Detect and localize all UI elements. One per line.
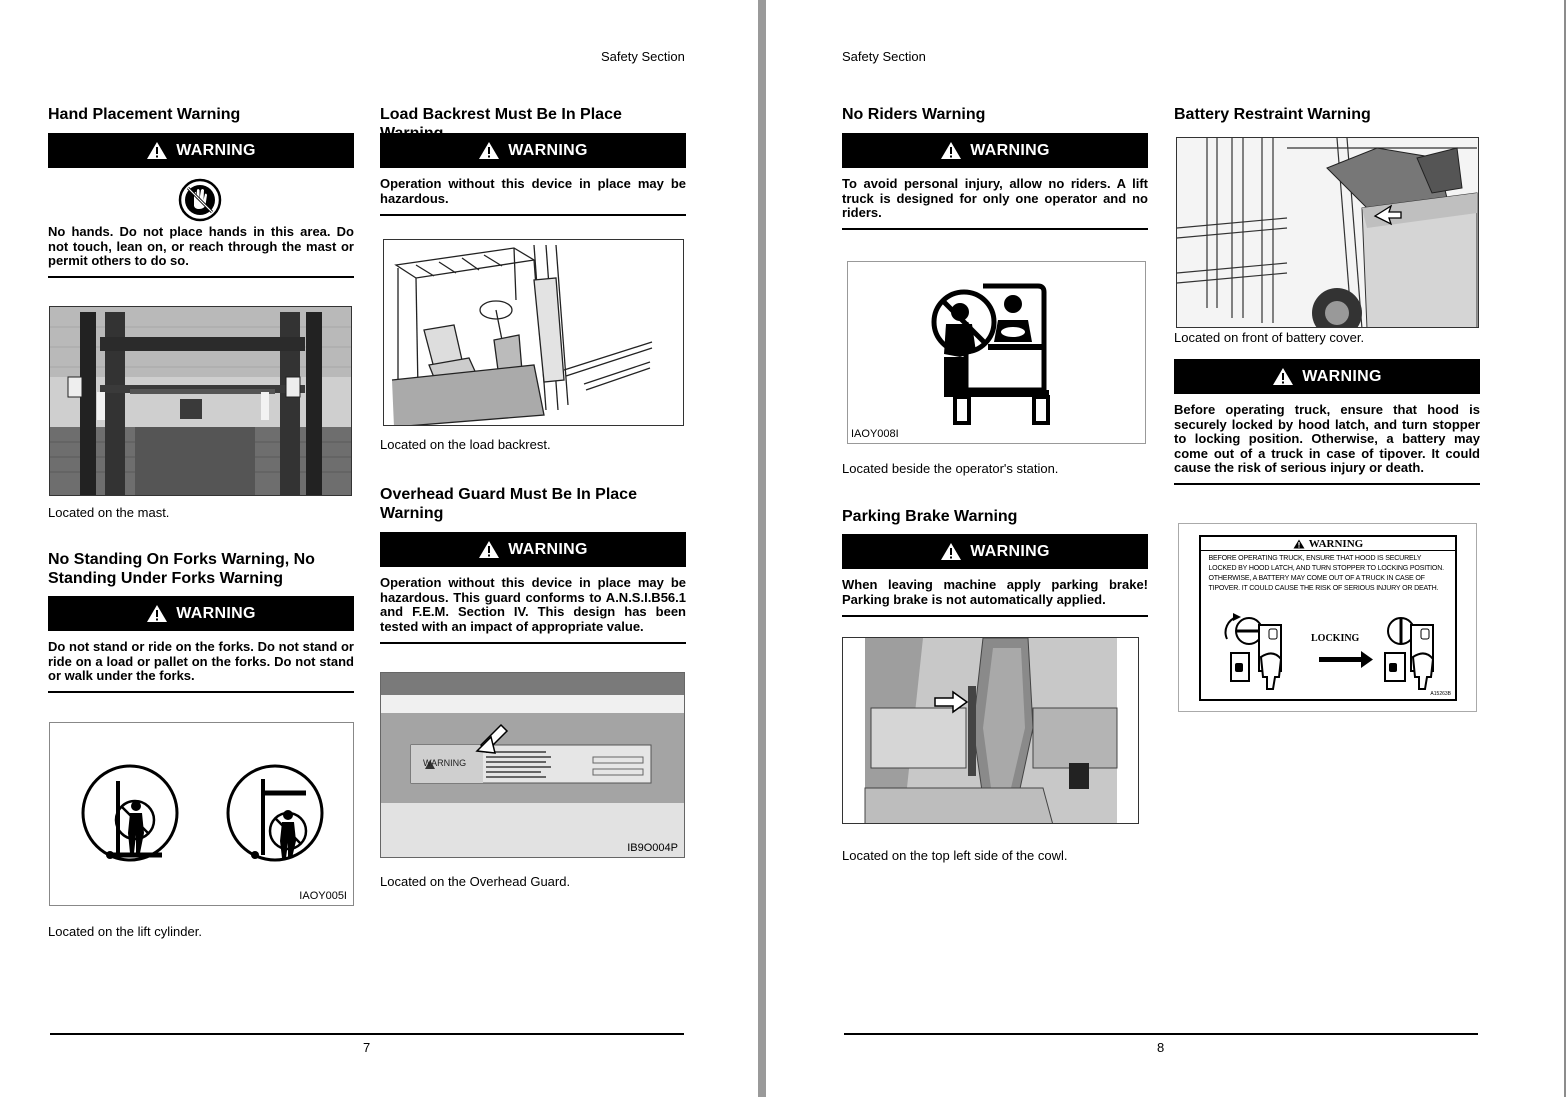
page-8 (766, 0, 1564, 1097)
no-riders-heading: No Riders Warning (842, 106, 986, 123)
parking-brake-warning-banner (842, 534, 1148, 569)
heading-line: Warning (380, 505, 444, 522)
banner-label: WARNING (176, 604, 256, 622)
mast-photo (49, 306, 352, 496)
no-riders-warning-banner (842, 133, 1148, 168)
decal-part-label: A15263B (1430, 691, 1451, 697)
load-backrest-caption: Located on the load backrest. (380, 437, 551, 452)
heading-line: Standing Under Forks Warning (48, 570, 283, 587)
heading-line: Overhead Guard Must Be In Place (380, 486, 637, 503)
battery-restraint-heading: Battery Restraint Warning (1174, 106, 1371, 123)
footer-rule (50, 1033, 684, 1035)
figure-label: IAOY005I (299, 890, 347, 902)
page-7 (0, 0, 758, 1097)
load-backrest-figure (383, 239, 684, 426)
warning-triangle-icon (940, 141, 962, 160)
no-riders-caption: Located beside the operator's station. (842, 461, 1059, 476)
parking-brake-figure (842, 637, 1139, 824)
warning-triangle-icon (940, 542, 962, 561)
overhead-guard-text: Operation without this device in place may be hazardous. This guard conforms to A.N.S.I.B56.1 and F.E.M. Section IV. This design has been tested with an impact of appropriate value. (380, 575, 686, 634)
warning-triangle-icon (1272, 367, 1294, 386)
section-rule (380, 642, 686, 644)
hand-placement-heading: Hand Placement Warning (48, 106, 241, 123)
no-riders-icon (848, 262, 1146, 444)
battery-decal-figure (1178, 523, 1477, 712)
section-rule (842, 615, 1148, 617)
warning-triangle-icon (146, 141, 168, 160)
decal-header (1201, 537, 1455, 551)
page-gutter (758, 0, 766, 1097)
no-standing-forks-icon (50, 723, 354, 906)
parking-brake-heading: Parking Brake Warning (842, 508, 1018, 525)
overhead-guard-figure (380, 672, 685, 858)
banner-label: WARNING (1302, 367, 1382, 385)
battery-restraint-photo (1176, 137, 1479, 328)
warning-triangle-icon (478, 141, 500, 160)
no-standing-heading (48, 550, 354, 588)
hood-latch-diagram (1219, 605, 1449, 697)
heading-line: No Standing On Forks Warning, No (48, 551, 315, 568)
warning-triangle-icon (146, 604, 168, 623)
decal-title: WARNING (1308, 537, 1364, 550)
overhead-guard-warning-banner (380, 532, 686, 567)
no-standing-warning-banner (48, 596, 354, 631)
decal-line: TIPOVER. IT COULD CAUSE THE RISK OF SERIOUS INJURY OR DEATH. (1208, 583, 1439, 592)
decal-locking-label: LOCKING (1311, 633, 1360, 644)
battery-restraint-warning-banner (1174, 359, 1480, 394)
no-standing-text: Do not stand or ride on the forks. Do not stand or ride on a load or pallet on the forks. Do not stand or walk under the forks. (48, 639, 354, 683)
decal-text (1201, 551, 1444, 593)
page-number: 7 (363, 1040, 371, 1055)
parking-brake-caption: Located on the top left side of the cowl. (842, 848, 1068, 863)
no-standing-figure (49, 722, 354, 906)
banner-label: WARNING (176, 141, 256, 159)
warning-triangle-icon (478, 540, 500, 559)
section-rule (380, 214, 686, 216)
load-backrest-warning-banner (380, 133, 686, 168)
banner-label: WARNING (508, 141, 588, 159)
hand-placement-caption: Located on the mast. (48, 505, 170, 520)
section-rule (48, 276, 354, 278)
parking-brake-text: When leaving machine apply parking brake! Parking brake is not automatically applied. (842, 577, 1148, 607)
banner-label: WARNING (970, 542, 1050, 560)
no-riders-text: To avoid personal injury, allow no riders. A lift truck is designed for only one operator and no riders. (842, 176, 1148, 220)
battery-decal (1199, 535, 1457, 701)
running-head: Safety Section (601, 49, 685, 64)
running-head: Safety Section (842, 49, 926, 64)
load-backrest-text: Operation without this device in place may be hazardous. (380, 176, 686, 206)
hand-placement-text: No hands. Do not place hands in this area. Do not touch, lean on, or reach through the mast or permit others to do so. (48, 224, 354, 268)
banner-label: WARNING (970, 141, 1050, 159)
overhead-guard-caption: Located on the Overhead Guard. (380, 874, 571, 889)
section-rule (48, 691, 354, 693)
hand-placement-warning-banner (48, 133, 354, 168)
section-rule (1174, 483, 1480, 485)
no-hands-icon (178, 178, 222, 227)
decal-warning-word: WARNING (423, 758, 467, 768)
no-riders-figure (847, 261, 1146, 444)
decal-line: BEFORE OPERATING TRUCK, ENSURE THAT HOOD IS SECURELY (1208, 553, 1422, 562)
decal-line: OTHERWISE, A BATTERY MAY COME OUT OF A TRUCK IN CASE OF (1208, 573, 1425, 582)
overhead-guard-heading (380, 485, 686, 523)
figure-label: IAOY008I (851, 428, 899, 440)
no-standing-caption: Located on the lift cylinder. (48, 924, 202, 939)
decal-line: LOCKED BY HOOD LATCH, AND TURN STOPPER TO LOCKING POSITION. (1208, 563, 1444, 572)
load-backrest-heading: Load Backrest Must Be In Place (380, 106, 622, 123)
battery-restraint-caption: Located on front of battery cover. (1174, 330, 1365, 345)
warning-triangle-icon (1293, 539, 1305, 549)
figure-label: IB9O004P (627, 842, 678, 854)
banner-label: WARNING (508, 540, 588, 558)
page-number: 8 (1157, 1040, 1165, 1055)
section-rule (842, 228, 1148, 230)
footer-rule (844, 1033, 1478, 1035)
battery-restraint-text: Before operating truck, ensure that hood is securely locked by hood latch, and turn stopper to locking position. Otherwise, a battery may come out of a truck in case of tipover. It could cause the risk of serious injury or death. (1174, 402, 1480, 475)
